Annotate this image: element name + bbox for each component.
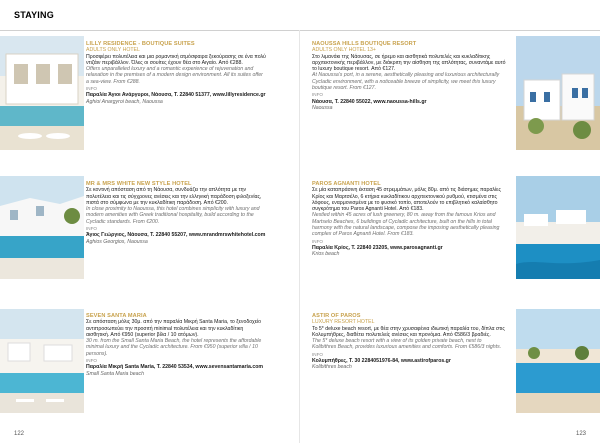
hotel-title: ASTIR OF PAROS (312, 313, 361, 319)
section-title: STAYING (14, 10, 54, 20)
description-english: Nestled within 45 acres of lush greenery, 80 m. away from the famous Krios and Martselo Beaches, 6 buildings of Cycladic architecture, built on the hills in total harmony with the natural landscape, compose the imposing aesthetically pleasing complex of Paros Agnanti Hotel. From €183. (312, 212, 500, 238)
hotel-subtitle: LUXURY RESORT HOTEL (312, 319, 375, 326)
hotel-title: SEVEN SANTA MARIA (86, 313, 147, 319)
page-number-right: 123 (575, 431, 586, 437)
location-line: Aghioi Anargyroi beach, Naoussa (86, 98, 163, 105)
description-english: The 5* deluxe beach resort with a view of its golden private beach, next to Kolibithres Beach, provides luxurious amenities and comforts. From €586/3 nights. (312, 338, 502, 351)
hotel-subtitle: ADULTS ONLY HOTEL (86, 47, 140, 54)
header-bar (0, 0, 600, 30)
header-divider (0, 30, 600, 31)
info-label: INFO (86, 226, 97, 232)
hotel-entry (86, 41, 266, 105)
description-greek: Σε απόσταση μόλις 30μ. από την παραλία Μικρή Santa Maria, το ξενοδοχείο αντιπροσωπεύει την προσιτή minimal πολυτέλεια και την κυκλαδίτικη αισθητική. Από €950 (superior βίλα / 10 ατόμων). (86, 319, 262, 338)
info-label: INFO (312, 92, 323, 98)
hotel-title: NAOUSSA HILLS BOUTIQUE RESORT (312, 41, 417, 47)
description-english: In close proximity to Naoussa, this hotel combines simplicity with luxury and modern amenities with Greek traditional hospitality, build according to the Cycladic standards. From €200. (86, 206, 260, 225)
description-greek: Στο λιμανάκι της Νάουσας, σε ήρεμο και αισθητικά πολυτελές και κυκλαδίτικης αρχιτεκτονικής περιβάλλον, με διάκριτη την αίσθηση της απλότητας, συναντάμε αυτό το luxury boutique resort. Από €127. (312, 53, 506, 73)
hotel-entry (86, 313, 266, 377)
photo-paros-agnanti (516, 176, 600, 279)
location-line: Naoussa (312, 104, 333, 111)
page-number-left: 122 (14, 431, 25, 437)
hotel-title: LILLY RESIDENCE - BOUTIQUE SUITES (86, 41, 195, 47)
page-spine (299, 30, 300, 443)
photo-lilly-residence (0, 36, 84, 150)
hotel-title: PAROS AGNANTI HOTEL (312, 181, 381, 187)
info-label: INFO (86, 86, 97, 92)
info-label: INFO (312, 351, 323, 357)
hotel-subtitle: ADULTS ONLY HOTEL 13+ (312, 47, 376, 54)
photo-mr-mrs-white (0, 176, 84, 279)
photo-astir-of-paros (516, 309, 600, 413)
contact-line: Κολυμπήθρες, Τ. 30 2284051976-84, www.astirofparos.gr (312, 358, 451, 365)
description-greek: Το 5* deluxe beach resort, με θέα στην χρυσαφένια ιδιωτική παραλία του, δίπλα στις Κολυμπήθρες, διαθέτει πολυτελείς ανέσεις και προνόμια. Από €586/3 βραδιές. (312, 325, 505, 338)
description-english: At Naoussa's port, in a serene, aesthetically pleasing and luxurious architecturally Cycladic environment, with a noticeable breeze of simplicity, we meet this luxury boutique resort. From €127. (312, 72, 500, 92)
info-label: INFO (86, 358, 97, 364)
description-greek: Σε κοντινή απόσταση από τη Νάουσα, συνδυάζει την απλότητα με την πολυτέλεια και τις σύγχρονες ανέσεις και την ελληνική παράδοση φιλοξενίας, πιστά στο σύμφωνα με την κυκλαδίτικη παράδοση. Από €200. (86, 187, 262, 206)
contact-line: Παραλία Άγιοι Ανάργυροι, Νάουσα, Τ. 22840 51377, www.lillyresidence.gr (86, 92, 266, 99)
description-english: Offers unparalleled luxury and a romantic experience of rejuvenation and relaxation in the premises of a modern design environment. All its suites offer a sea-view. From €288. (86, 66, 263, 85)
location-line: Krios beach (312, 251, 340, 258)
hotel-entry (312, 313, 506, 371)
contact-line: Παραλία Κρίος, Τ. 22840 23205, www.parosagnanti.gr (312, 244, 443, 251)
hotel-entry (86, 181, 266, 245)
info-label: INFO (312, 238, 323, 244)
description-greek: Σε μία καταπράσινη έκταση 45 στρεμμάτων, μόλις 80μ. από τις διάσημες παραλίες Κρίος και Μαρτσέλο, 6 κτήρια κυκλαδίτικου αρχιτεκτονικού ρυθμού, κτισμένα στις λόφους, εναρμονισμένα με το φυσικό τοπίο, αποτελούν το επιβλητικό καλαίσθητο συγκρότημα του Paros Agnanti Hotel. Από €183. (312, 187, 501, 213)
hotel-title: MR & MRS WHITE NEW STYLE HOTEL (86, 181, 192, 187)
contact-line: Νάουσα, Τ. 22840 55022, www.naoussa-hills.gr (312, 98, 427, 105)
photo-naoussa-hills (516, 36, 600, 150)
hotel-entry (312, 41, 506, 111)
description-english: 30 m. from the Small Santa Maria Beach, the hotel represents the affordable minimal luxury and the Cycladic architecture. From €950 (superior villa / 10 persons). (86, 338, 262, 357)
location-line: Small Santa Maria beach (86, 370, 144, 377)
contact-line: Παραλία Μικρή Santa Maria, Τ. 22840 53534, www.sevensantamaria.com (86, 364, 263, 371)
contact-line: Άγιος Γεώργιος, Νάουσα, Τ. 22840 55207, www.mrandmrswhitehotel.com (86, 232, 266, 239)
photo-seven-santa-maria (0, 309, 84, 413)
hotel-entry (312, 181, 506, 258)
description-greek: Προσφέρει πολυτέλεια και μια ρομαντική ατμόσφαιρα ξεκούρασης σε ένα πολύ ντιζάιν περιβάλλον. Όλες οι σουίτες έχουν θέα στο Αιγαίο. Από €288. (86, 53, 266, 66)
location-line: Aghios Georgios, Naoussa (86, 238, 148, 245)
location-line: Kolibithres beach (312, 364, 352, 371)
